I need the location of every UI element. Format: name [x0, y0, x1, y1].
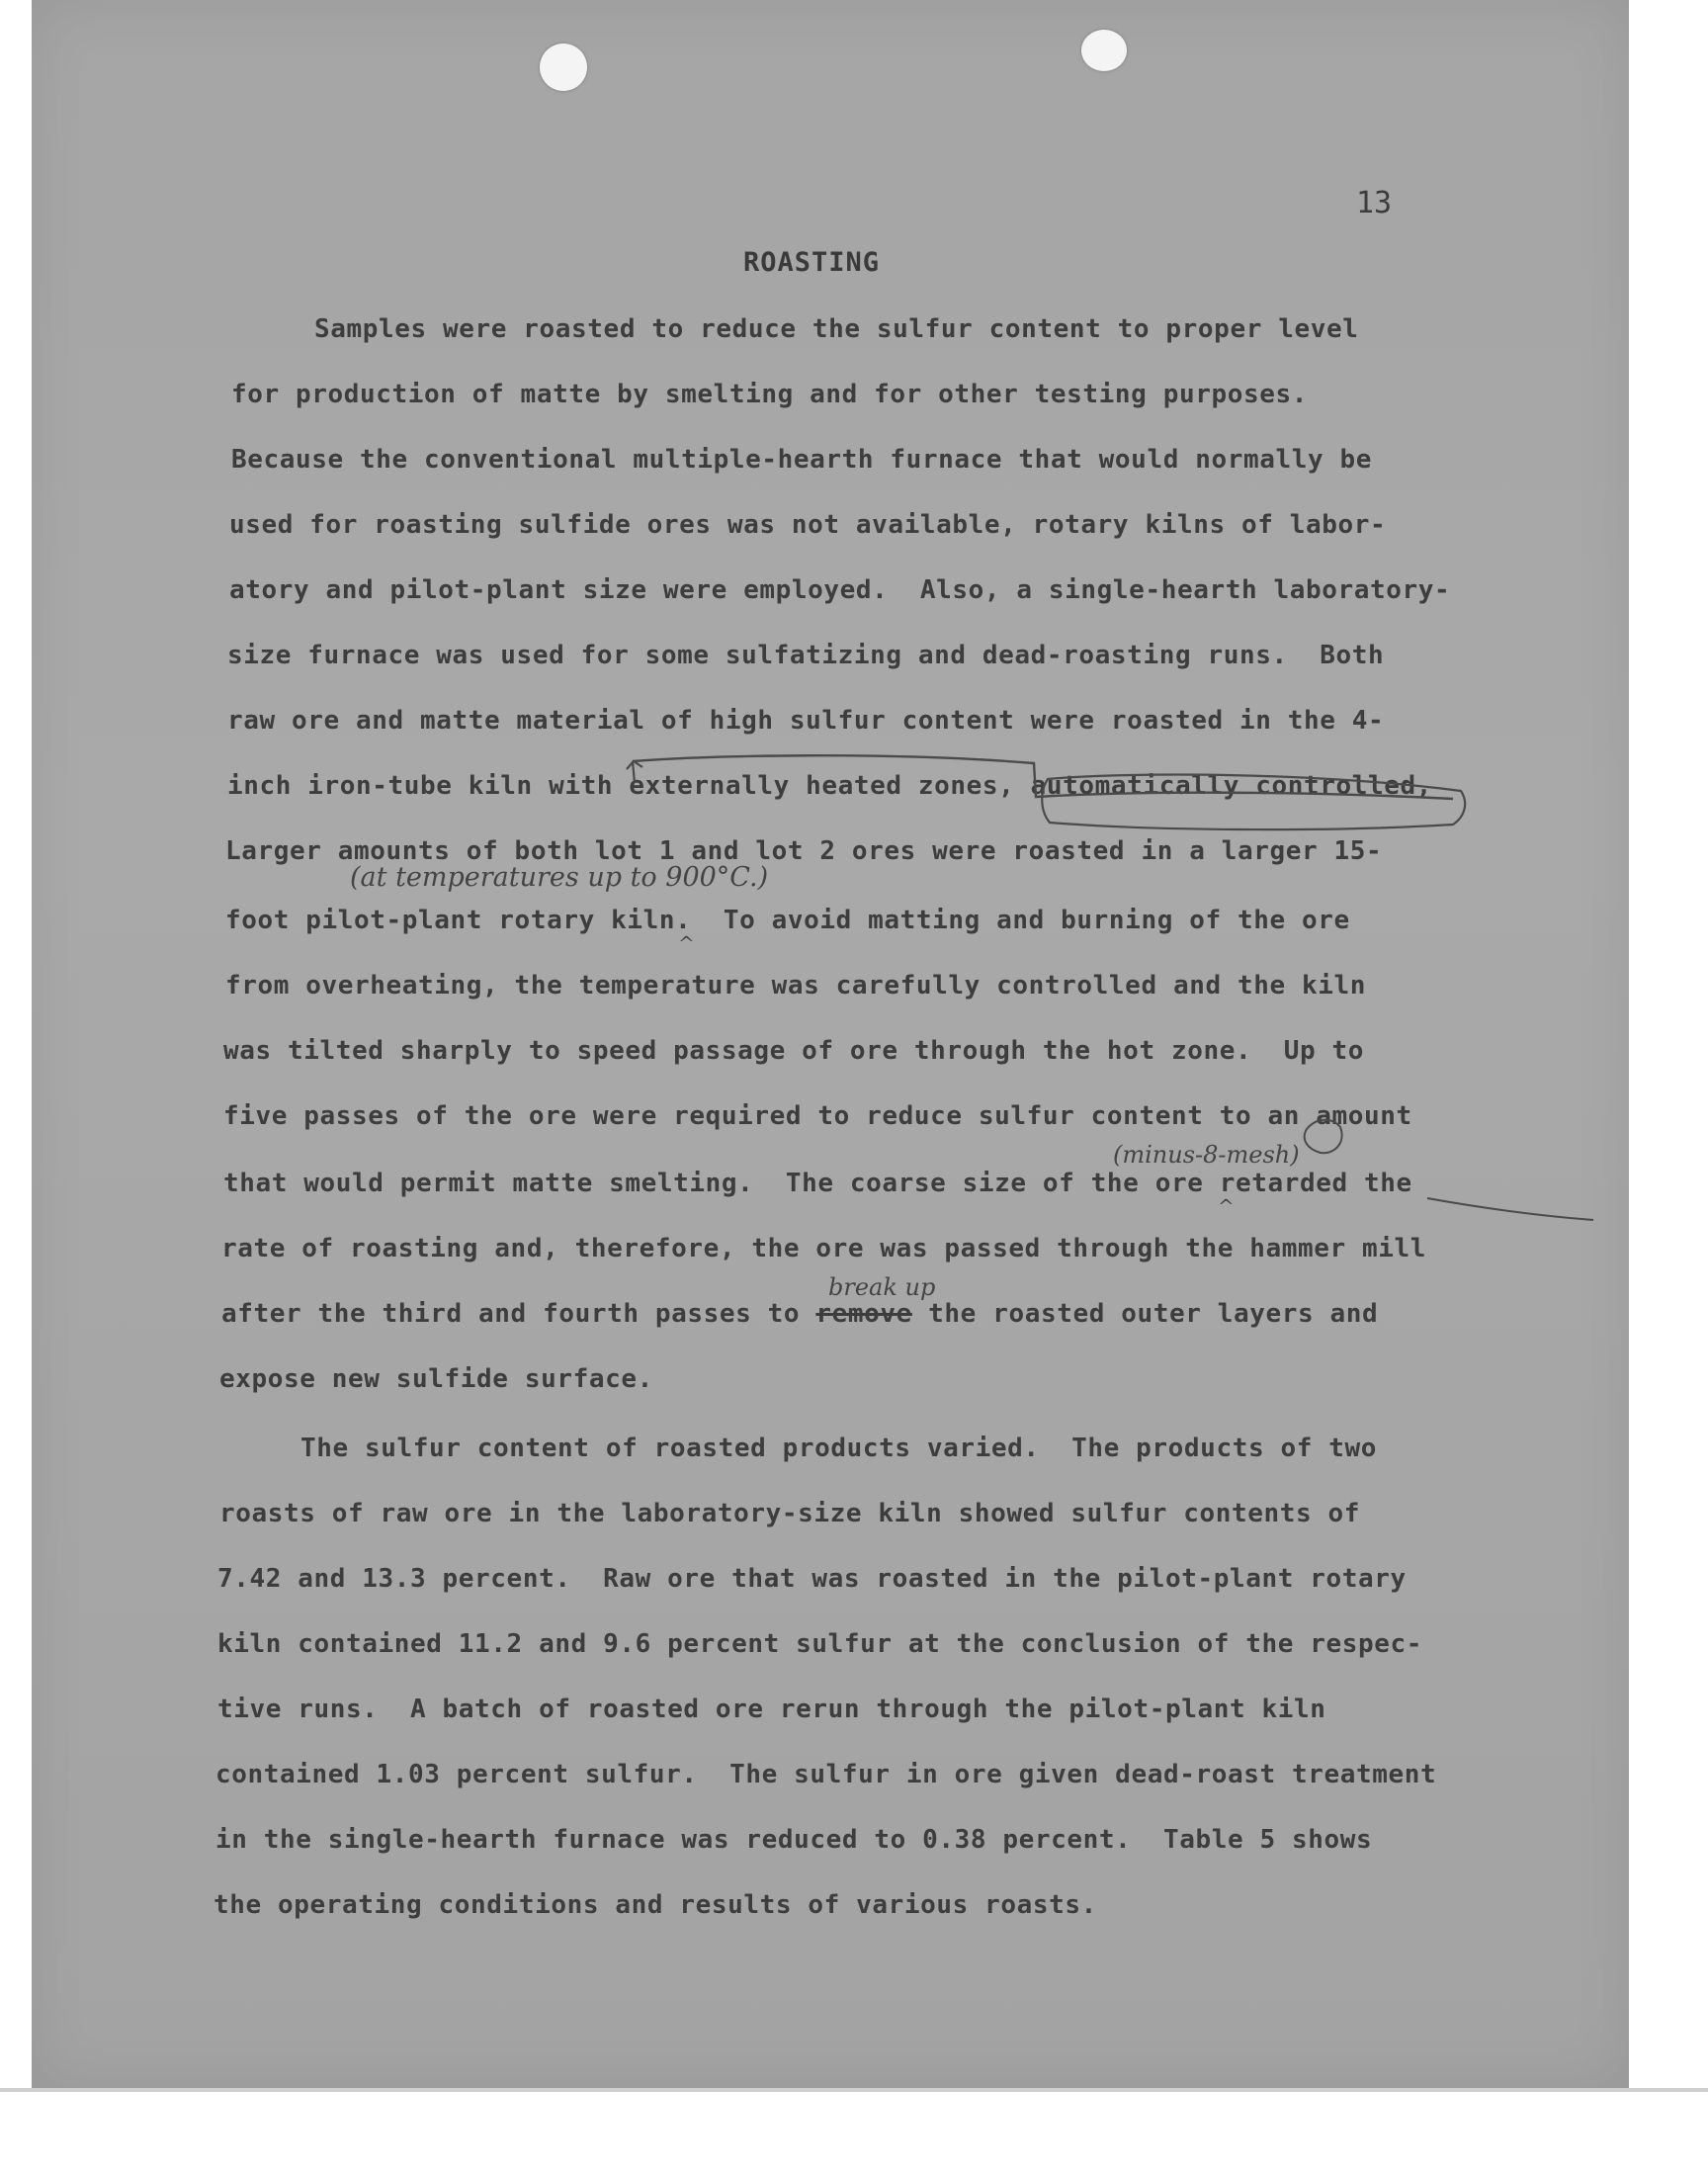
para1-line-13: five passes of the ore were required to reduce sulfur content to an amount [223, 1101, 1412, 1131]
para1-line-5: atory and pilot-plant size were employed. Also, a single-hearth laboratory- [229, 575, 1451, 605]
para1-line-11: from overheating, the temperature was carefully controlled and the kiln [225, 971, 1366, 1000]
para2-line-1: The sulfur content of roasted products varied. The products of two [300, 1434, 1377, 1463]
para1-line-16-end: the roasted outer layers and [911, 1299, 1379, 1329]
handwritten-break-up: break up [828, 1273, 936, 1301]
para1-line-10: foot pilot-plant rotary kiln. To avoid matting and burning of the ore [225, 906, 1350, 935]
para1-line-17: expose new sulfide surface. [219, 1364, 653, 1394]
handwritten-temperature-note: (at temperatures up to 900°C.) [350, 862, 769, 893]
para2-line-6: contained 1.03 percent sulfur. The sulfur in ore given dead-roast treatment [215, 1760, 1437, 1789]
para2-line-5: tive runs. A batch of roasted ore rerun through the pilot-plant kiln [217, 1695, 1326, 1724]
para1-line-7: raw ore and matte material of high sulfur content were roasted in the 4- [227, 706, 1385, 736]
handwritten-mesh-note: (minus-8-mesh) [1113, 1141, 1300, 1169]
para1-line-4: used for roasting sulfide ores was not available, rotary kilns of labor- [229, 510, 1387, 540]
para2-line-3: 7.42 and 13.3 percent. Raw ore that was roasted in the pilot-plant rotary [217, 1564, 1407, 1594]
section-heading: ROASTING [743, 247, 881, 278]
para1-line-3: Because the conventional multiple-hearth furnace that would normally be [231, 445, 1372, 475]
caret-mark-2: ^ [1218, 1194, 1235, 1218]
caret-mark-1: ^ [678, 931, 695, 955]
para1-line-2: for production of matte by smelting and for other testing purposes. [231, 380, 1308, 409]
para1-line-12: was tilted sharply to speed passage of ore through the hot zone. Up to [223, 1036, 1364, 1066]
para2-line-8: the operating conditions and results of various roasts. [214, 1890, 1097, 1920]
para2-line-2: roasts of raw ore in the laboratory-size kiln showed sulfur contents of [219, 1499, 1360, 1528]
para1-line-1: Samples were roasted to reduce the sulfur content to proper level [314, 314, 1359, 344]
para2-line-7: in the single-hearth furnace was reduced to 0.38 percent. Table 5 shows [215, 1825, 1373, 1855]
para1-line-16 [221, 1299, 1378, 1329]
para1-line-16-start: after the third and fourth passes to [221, 1299, 801, 1329]
para1-line-14: that would permit matte smelting. The coarse size of the ore retarded the [223, 1169, 1412, 1198]
para1-line-6: size furnace was used for some sulfatizing and dead-roasting runs. Both [227, 641, 1385, 670]
para2-line-4: kiln contained 11.2 and 9.6 percent sulfur at the conclusion of the respec- [217, 1629, 1422, 1659]
page-number: 13 [1356, 186, 1393, 220]
struck-word: remove [815, 1299, 912, 1329]
scan-edge [0, 2088, 1708, 2092]
punch-hole-left [540, 44, 587, 91]
punch-hole-right [1081, 30, 1127, 71]
para1-line-8: inch iron-tube kiln with externally heated zones, automatically controlled, [227, 771, 1432, 801]
para1-line-9: Larger amounts of both lot 1 and lot 2 ores were roasted in a larger 15- [225, 836, 1383, 866]
para1-line-15: rate of roasting and, therefore, the ore was passed through the hammer mill [221, 1234, 1426, 1263]
